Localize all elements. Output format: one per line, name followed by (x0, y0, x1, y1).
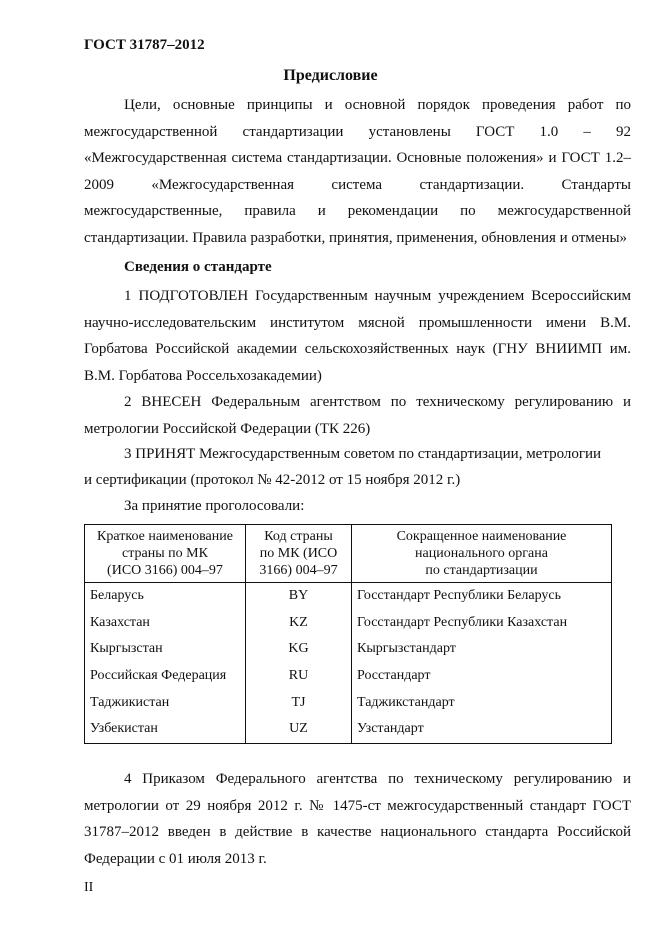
table-row (85, 583, 612, 610)
cell-body: Таджикстандарт (352, 689, 612, 716)
cell-body: Госстандарт Республики Беларусь (352, 583, 612, 610)
intro-paragraph: Цели, основные принципы и основной порядок проведения работ по межгосударственной стандартизации установлены ГОСТ 1.0 – 92 «Межгосударственная система стандартизации. Основные положения» и ГОСТ 1.2–2009 «Межгосударственная система стандартизации. Стандарты межгосударственные, правила и рекомендации по межгосударственной стандартизации. Правила разработки, принятия, применения, обновления и отмены» (84, 97, 631, 246)
cell-code: KG (246, 636, 352, 663)
table-row (85, 636, 612, 663)
table-header-row (85, 525, 612, 583)
item-enacted: 4 Приказом Федерального агентства по техническому регулированию и метрологии от 29 ноября 2012 г. № 1475-ст межгосударственный стандарт ГОСТ 31787–2012 введен в действие в качестве национального стандарта Российской Федерации с 01 июля 2013 г. (84, 771, 631, 867)
item-prepared: 1 ПОДГОТОВЛЕН Государственным научным учреждением Всероссийским научно-исследовательским институтом мясной промышленности имени В.М. Горбатова Российской академии сельскохозяйственных наук (ГНУ ВНИИМП им. В.М. Горбатова Россельхозакадемии) (84, 288, 631, 384)
table-row (85, 610, 612, 637)
cell-body: Узстандарт (352, 716, 612, 743)
cell-country: Казахстан (85, 610, 246, 637)
cell-country: Беларусь (85, 583, 246, 610)
cell-body: Госстандарт Республики Казахстан (352, 610, 612, 637)
voted-label: За принятие проголосовали: (124, 498, 305, 514)
cell-country: Таджикистан (85, 689, 246, 716)
header-body: Сокращенное наименование национального органа по стандартизации (352, 525, 612, 583)
cell-code: UZ (246, 716, 352, 743)
item-adopted-line2: и сертификации (протокол № 42-2012 от 15 ноября 2012 г.) (84, 472, 461, 488)
table-row (85, 689, 612, 716)
cell-country: Российская Федерация (85, 663, 246, 690)
info-heading: Сведения о стандарте (124, 259, 272, 275)
table-row (85, 663, 612, 690)
page-number: II (84, 880, 94, 895)
cell-code: RU (246, 663, 352, 690)
header-country: Краткое наименование страны по МК (ИСО 3166) 004–97 (85, 525, 246, 583)
cell-body: Росстандарт (352, 663, 612, 690)
page-title: Предисловие (283, 67, 378, 84)
item-introduced: 2 ВНЕСЕН Федеральным агентством по техническому регулированию и метрологии Российской Федерации (ТК 226) (84, 394, 631, 437)
cell-code: BY (246, 583, 352, 610)
cell-code: TJ (246, 689, 352, 716)
standard-code: ГОСТ 31787–2012 (84, 37, 205, 53)
cell-body: Кыргызстандарт (352, 636, 612, 663)
table-row (85, 716, 612, 743)
voting-table (84, 524, 612, 744)
cell-code: KZ (246, 610, 352, 637)
header-code: Код страны по МК (ИСО 3166) 004–97 (246, 525, 352, 583)
cell-country: Узбекистан (85, 716, 246, 743)
cell-country: Кыргызстан (85, 636, 246, 663)
item-adopted-line1: 3 ПРИНЯТ Межгосударственным советом по стандартизации, метрологии (124, 446, 602, 462)
